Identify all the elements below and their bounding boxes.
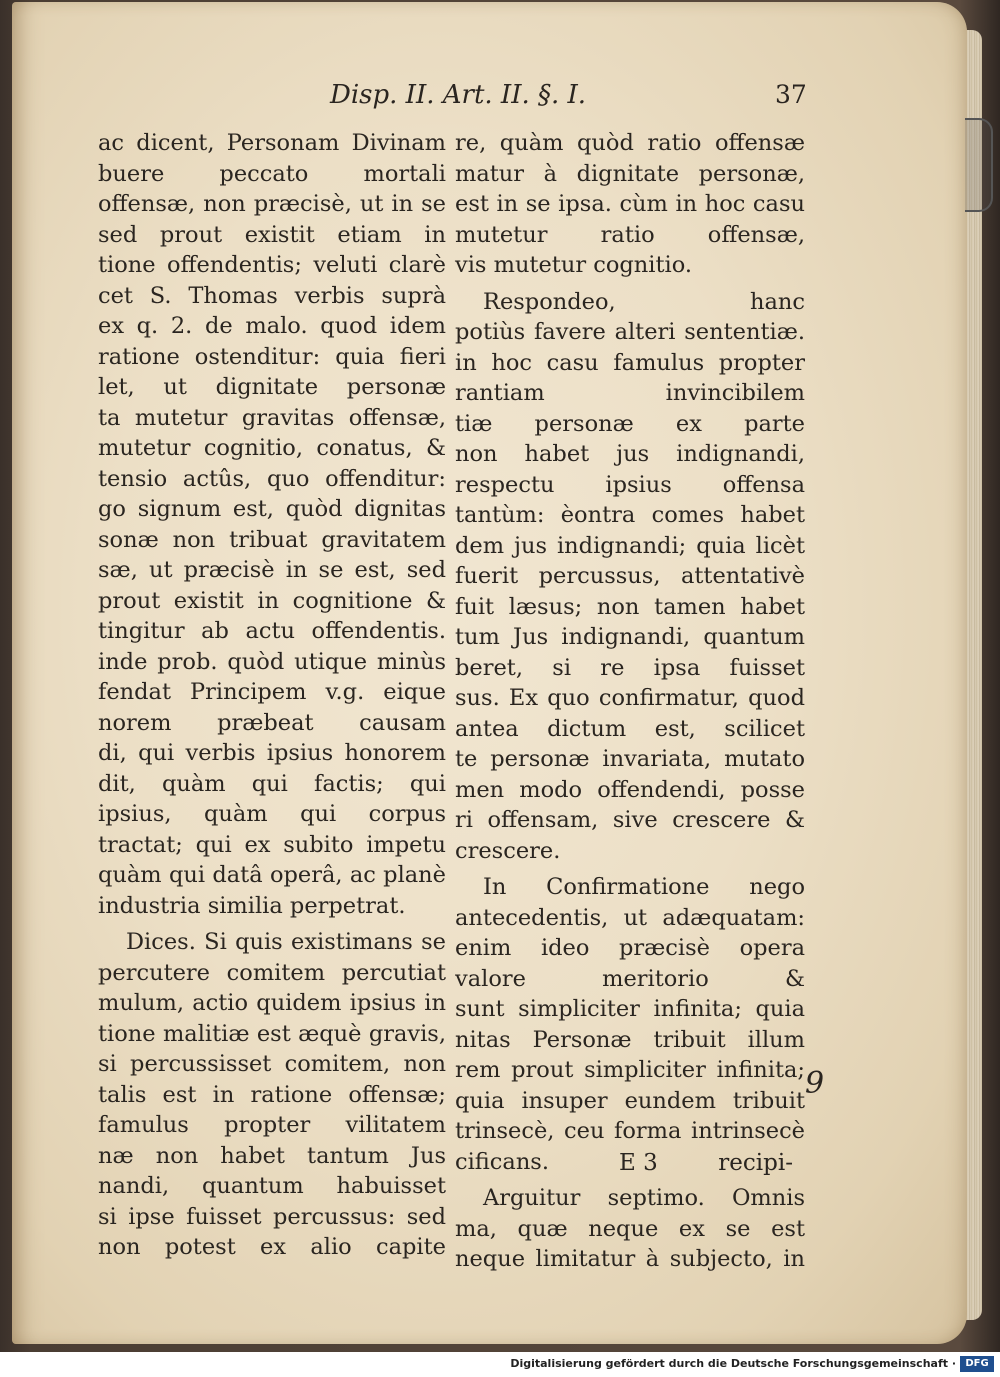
text-line: In Confirmatione nego (483, 874, 805, 900)
digitization-credit: Digitalisierung gefördert durch die Deutsche Forschungsgemeinschaft · (510, 1357, 956, 1370)
text-line: offensæ, non præcisè, ut in se (98, 191, 446, 217)
digitization-credit-bar (0, 1352, 1000, 1377)
text-line: ta mutetur gravitas offensæ, (98, 404, 446, 431)
text-line: crescere. (455, 837, 561, 864)
text-line: ri offensam, sive crescere & (455, 807, 805, 833)
text-line: non habet jus indignandi, (455, 441, 805, 467)
text-line: mutetur cognitio, conatus, & (98, 435, 446, 461)
text-line: valore meritorio & (455, 965, 805, 992)
text-line: antecedentis, ut adæquatam: (455, 904, 805, 931)
text-line: Respondeo, hanc (483, 288, 805, 315)
text-line: sed prout existit etiam in (98, 221, 446, 248)
text-line: ipsius, quàm qui corpus (98, 801, 446, 827)
text-line: non potest ex alio capite (98, 1234, 446, 1260)
running-head: Disp. II. Art. II. §. I. (330, 80, 587, 110)
text-line: si percussisset comitem, non (98, 1051, 446, 1077)
text-line: fuit læsus; non tamen habet (455, 593, 805, 620)
text-line: tantùm: èontra comes habet (455, 502, 805, 528)
page-header (330, 80, 810, 120)
text-line: enim ideo præcisè opera (455, 935, 805, 961)
text-line: inde prob. quòd utique minùs (98, 648, 446, 675)
text-line: mutetur ratio offensæ, (455, 221, 805, 248)
text-line: mulum, actio quidem ipsius in (98, 990, 446, 1016)
text-line: industria similia perpetrat. (98, 892, 406, 919)
text-line: respectu ipsius offensa (455, 471, 805, 498)
text-line: tione malitiæ est æquè gravis, (98, 1020, 446, 1047)
text-line: fuerit percussus, attentativè (455, 563, 805, 589)
text-line: fendat Principem v.g. eique (98, 679, 446, 705)
text-line: famulus propter vilitatem (98, 1112, 446, 1138)
page-number: 37 (775, 80, 807, 109)
page-footer (455, 1150, 805, 1182)
text-line: dem jus indignandi; quia licèt (455, 532, 805, 559)
text-line: ex q. 2. de malo. quod idem (98, 313, 446, 339)
text-line: quàm qui datâ operâ, ac planè (98, 862, 446, 888)
text-line: potiùs favere alteri sententiæ. (455, 319, 805, 345)
text-line: percutere comitem percutiat (98, 959, 446, 986)
left-text-column (98, 128, 446, 1263)
text-line: tractat; qui ex subito impetu (98, 831, 446, 858)
text-line: te personæ invariata, mutato (455, 746, 805, 772)
text-line: tum Jus indignandi, quantum (455, 624, 805, 650)
text-line: neque limitatur à subjecto, in (455, 1246, 805, 1272)
text-line: si ipse fuisset percussus: sed (98, 1203, 446, 1230)
text-line: sæ, ut præcisè in se est, sed (98, 557, 446, 583)
text-line: tiæ personæ ex parte (455, 410, 805, 437)
dfg-logo: DFG (960, 1356, 994, 1372)
text-line: quia insuper eundem tribuit (455, 1087, 805, 1114)
text-line: cificans. (455, 1148, 550, 1175)
right-text-column (455, 128, 805, 1275)
text-line: matur à dignitate personæ, (455, 160, 805, 187)
text-line: antea dictum est, scilicet (455, 715, 805, 742)
text-line: beret, si re ipsa fuisset (455, 654, 805, 681)
marginal-number: 9 (805, 1066, 825, 1101)
text-line: sus. Ex quo confirmatur, quod (455, 685, 805, 711)
text-line: norem præbeat causam (98, 709, 446, 736)
text-line: tingitur ab actu offendentis. (98, 618, 446, 644)
text-line: men modo offendendi, posse (455, 776, 805, 803)
text-line: sunt simpliciter infinita; quia (455, 996, 805, 1022)
text-line: re, quàm quòd ratio offensæ (455, 130, 805, 156)
text-line: sonæ non tribuat gravitatem (98, 526, 446, 553)
text-line: let, ut dignitate personæ (98, 374, 446, 400)
text-line: talis est in ratione offensæ; (98, 1081, 446, 1108)
text-line: vis mutetur cognitio. (455, 252, 693, 278)
text-line: dit, quàm qui factis; qui (98, 770, 446, 797)
text-line: tensio actûs, quo offenditur: (98, 465, 446, 492)
text-line: go signum est, quòd dignitas (98, 496, 446, 522)
text-line: ac dicent, Personam Divinam (98, 130, 446, 156)
page-clip (965, 118, 993, 212)
signature-mark: E 3 (619, 1150, 658, 1176)
text-line: tione offendentis; veluti clarè (98, 252, 446, 278)
text-line: ma, quæ neque ex se est (455, 1215, 805, 1242)
text-line: di, qui verbis ipsius honorem (98, 740, 446, 766)
text-line: prout existit in cognitione & (98, 587, 446, 614)
text-line: in hoc casu famulus propter (455, 349, 805, 376)
text-line: næ non habet tantum Jus (98, 1142, 446, 1169)
text-line: trinsecè, ceu forma intrinsecè (455, 1118, 805, 1144)
text-line: nandi, quantum habuisset (98, 1173, 446, 1199)
text-line: rem prout simpliciter infinita; (455, 1057, 805, 1083)
text-line: ratione ostenditur: quia fieri (98, 343, 446, 370)
text-line: est in se ipsa. cùm in hoc casu (455, 191, 805, 217)
catchword: recipi- (718, 1150, 793, 1176)
text-line: cet S. Thomas verbis suprà (98, 282, 446, 309)
text-line: Dices. Si quis existimans se (126, 929, 446, 955)
text-line: buere peccato mortali (98, 160, 446, 187)
text-line: rantiam invincibilem (455, 380, 805, 406)
text-line: Arguitur septimo. Omnis (483, 1185, 805, 1211)
text-line: nitas Personæ tribuit illum (455, 1026, 805, 1053)
